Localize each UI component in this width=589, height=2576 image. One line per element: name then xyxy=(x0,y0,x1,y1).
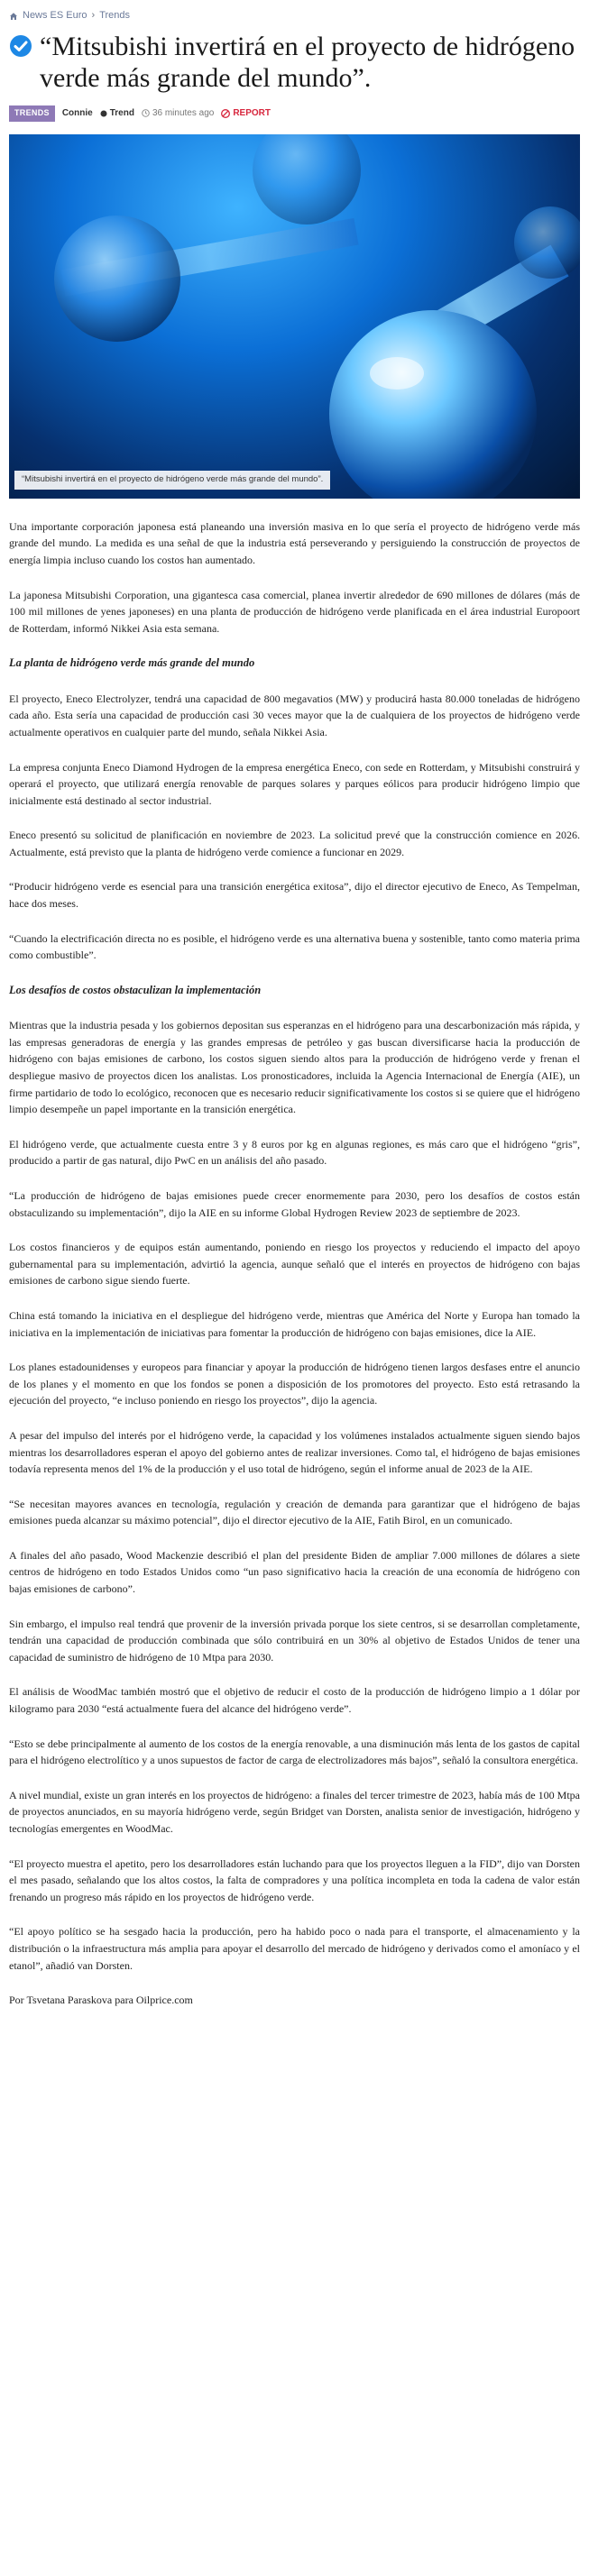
paragraph: “La producción de hidrógeno de bajas emisiones puede crecer enormemente para 2030, pero los desafíos de costos están obstaculizando su implementación”, dijo la AIE en su informe Global Hydrogen Review 2023 de septiembre de 2023. xyxy=(9,1188,580,1219)
paragraph: Eneco presentó su solicitud de planificación en noviembre de 2023. La solicitud prevé que la construcción comience en 2026. Actualmente, está previsto que la planta de hidrógeno verde comience a funcionar en 2029. xyxy=(9,829,580,858)
article-meta xyxy=(9,105,580,122)
paragraph: Mientras que la industria pesada y los gobiernos depositan sus esperanzas en el hidrógeno para una descarbonización más rápida, y las empresas generadoras de energía y las grandes empresas de petróleo y gas buscan diversificarse hacia la producción de hidrógeno con bajas emisiones de carbono, los costos siguen siendo altos para la producción de hidrógeno verde y frenan el despliegue masivo de proyectos dicen los analistas. Los pronosticadores, incluida la Agencia Internacional de Energía (AIE), un firme partidario de todo lo ecológico, reconocen que es necesario reducir significativamente los costos si se quiere que el hidrógeno limpio desempeñe un papel importante en la transición energética. xyxy=(9,1019,580,1116)
paragraph: “El proyecto muestra el apetito, pero los desarrolladores están luchando para que los proyectos lleguen a la FID”, dijo van Dorsten el mes pasado, señalando que los altos costos, la falta de compradores y una política incompleta en toda la cadena de valor están frenando un progreso más rápido en los proyectos de hidrógeno verde. xyxy=(9,1856,580,1903)
report-button[interactable] xyxy=(221,106,271,121)
report-icon xyxy=(221,109,230,118)
page-title: “Mitsubishi invertirá en el proyecto de hidrógeno verde más grande del mundo”. xyxy=(40,32,575,94)
timestamp-text: 36 minutes ago xyxy=(152,108,215,119)
paragraph: “Producir hidrógeno verde es esencial para una transición energética exitosa”, dijo el director ejecutivo de Eneco, As Tempelman, hace dos meses. xyxy=(9,880,580,911)
paragraph: Sin embargo, el impulso real tendrá que provenir de la inversión privada porque los siete centros, si se desarrollan completamente, tendrán una capacidad de producción combinada que sólo contribuirá en un 30% al objetivo de Estados Unidos de tener una capacidad de suministro de hidrógeno de 10 Mtpa para 2030. xyxy=(9,1617,580,1664)
hero-image xyxy=(9,134,580,499)
paragraph: “Esto se debe principalmente al aumento de los costos de la energía renovable, a una disminución más lenta de los gastos de capital para el hidrógeno electrolítico y a unos supuestos de factor de carga de electrolizadores más bajos”, señaló la consultora energética. xyxy=(9,1737,580,1767)
paragraph: “El apoyo político se ha sesgado hacia la producción, pero ha habido poco o nada para el transporte, el almacenamiento y la distribución o la infraestructura más amplia para apoyar el desarrollo del mercado de hidrógeno y derivados como el amoníaco y el etanol”, añadió van Dorsten. xyxy=(9,1925,580,1972)
paragraph: A nivel mundial, existe un gran interés en los proyectos de hidrógeno: a finales del tercer trimestre de 2023, había más de 100 Mtpa de proyectos anunciados, en su mayoría hidrógeno verde, según Bridget van Dorsten, analista senior de investigación, hidrógeno y tecnologías emergentes en WoodMac. xyxy=(9,1788,580,1835)
article-body xyxy=(9,518,580,2009)
breadcrumb-home-link[interactable]: News ES Euro xyxy=(23,10,87,22)
paragraph: El hidrógeno verde, que actualmente cuesta entre 3 y 8 euros por kg en algunas regiones, es más caro que el hidrógeno “gris”, producido a partir de gas natural, dijo PwC en un análisis del año pasado. xyxy=(9,1137,580,1168)
channel-label: Trend xyxy=(109,108,134,119)
title-row xyxy=(9,31,580,95)
paragraph: A pesar del impulso del interés por el hidrógeno verde, la capacidad y los volúmenes instalados actualmente siguen siendo bajos mientras los desarrolladores esperan el apoyo del gobierno antes de realizar inversiones. Como tal, el hidrógeno de bajas emisiones todavía representa menos del 1% de la producción y el uso total de hidrógeno, según el informe anual de 2023 de la AIE. xyxy=(9,1428,580,1476)
author-name[interactable]: Connie xyxy=(61,108,93,119)
verified-check-icon xyxy=(9,34,32,58)
breadcrumb xyxy=(9,7,580,25)
paragraph: Los planes estadounidenses y europeos para financiar y apoyar la producción de hidrógeno tienen largos desfases entre el anuncio de los planes y el momento en que los fondos se ponen a disposición de los promotores del proyecto. Esto está retrasando la ejecución del proyecto, “e incluso poniendo en riesgo los proyectos”, dijo la agencia. xyxy=(9,1361,580,1407)
paragraph: China está tomando la iniciativa en el despliegue del hidrógeno verde, mientras que América del Norte y Europa han tomado la iniciativa en la implementación de iniciativas para fomentar la producción de hidrógeno con bajas emisiones, dice la AIE. xyxy=(9,1308,580,1339)
section-heading: Los desafíos de costos obstaculizan la implementación xyxy=(9,983,262,996)
paragraph: Los costos financieros y de equipos están aumentando, poniendo en riesgo los proyectos y reduciendo el impacto del apoyo gubernamental para su implementación, advirtió la agencia, aunque señaló que el interés en proyectos de hidrógeno con bajas emisiones de carbono sigue siendo fuerte. xyxy=(9,1241,580,1288)
breadcrumb-current-link[interactable]: Trends xyxy=(99,10,131,22)
report-label: REPORT xyxy=(233,108,271,119)
paragraph: “Cuando la electrificación directa no es posible, el hidrógeno verde es una alternativa buena y sostenible, tanto como materia prima como combustible”. xyxy=(9,931,580,962)
author-byline: Por Tsvetana Paraskova para Oilprice.com xyxy=(9,1994,193,2007)
category-badge[interactable]: TRENDS xyxy=(9,105,55,122)
user-dot-icon xyxy=(100,110,107,117)
breadcrumb-separator: › xyxy=(91,10,96,22)
paragraph: La empresa conjunta Eneco Diamond Hydrogen de la empresa energética Eneco, con sede en Rotterdam, y Mitsubishi construirá y operará el proyecto, que utilizará energía renovable de parques solares y parques eólicos para producir hidrógeno limpio que inicialmente está destinado al sector industrial. xyxy=(9,760,580,807)
timestamp xyxy=(142,106,214,121)
home-icon xyxy=(9,12,18,21)
paragraph: El análisis de WoodMac también mostró que el objetivo de reducir el costo de la producción de hidrógeno limpio a 1 dólar por kilogramo para 2030 “está actualmente fuera del alcance del hidrógeno verde”. xyxy=(9,1685,580,1716)
section-heading: La planta de hidrógeno verde más grande del mundo xyxy=(9,656,255,670)
paragraph: “Se necesitan mayores avances en tecnología, regulación y creación de demanda para garantizar que el hidrógeno de bajas emisiones pueda alcanzar su máximo potencial”, dijo el director ejecutivo de la AIE, Fatih Birol, en un comunicado. xyxy=(9,1497,580,1527)
paragraph: Una importante corporación japonesa está planeando una inversión masiva en lo que sería el proyecto de hidrógeno verde más grande del mundo. La medida es una señal de que la industria está perseverando y persiguiendo la construcción de proyectos de energía limpia incluso cuando los costos han aumentado. xyxy=(9,519,580,566)
clock-icon xyxy=(142,109,150,117)
channel[interactable] xyxy=(100,106,134,121)
paragraph: A finales del año pasado, Wood Mackenzie describió el plan del presidente Biden de ampliar 7.000 millones de dólares a siete centros de hidrógeno en todo Estados Unidos como “un paso significativo hacia la creación de una economía de hidrógeno con bajas emisiones de carbono”. xyxy=(9,1548,580,1596)
paragraph: La japonesa Mitsubishi Corporation, una gigantesca casa comercial, planea invertir alrededor de 690 millones de dólares (más de 100 mil millones de yenes japoneses) en una planta de producción de hidrógeno verde planificada en el área industrial Europoort de Rotterdam, informó Nikkei Asia esta semana. xyxy=(9,588,580,635)
molecule-illustration xyxy=(9,134,580,499)
paragraph: El proyecto, Eneco Electrolyzer, tendrá una capacidad de 800 megavatios (MW) y producirá hasta 80.000 toneladas de hidrógeno cada año. Esta sería una capacidad de producción casi 30 veces mayor que la de cualquiera de los proyectos de hidrógeno verde actualmente operativos en cualquier parte del mundo, señala Nikkei Asia. xyxy=(9,692,580,738)
image-caption: “Mitsubishi invertirá en el proyecto de hidrógeno verde más grande del mundo”. xyxy=(14,471,330,490)
